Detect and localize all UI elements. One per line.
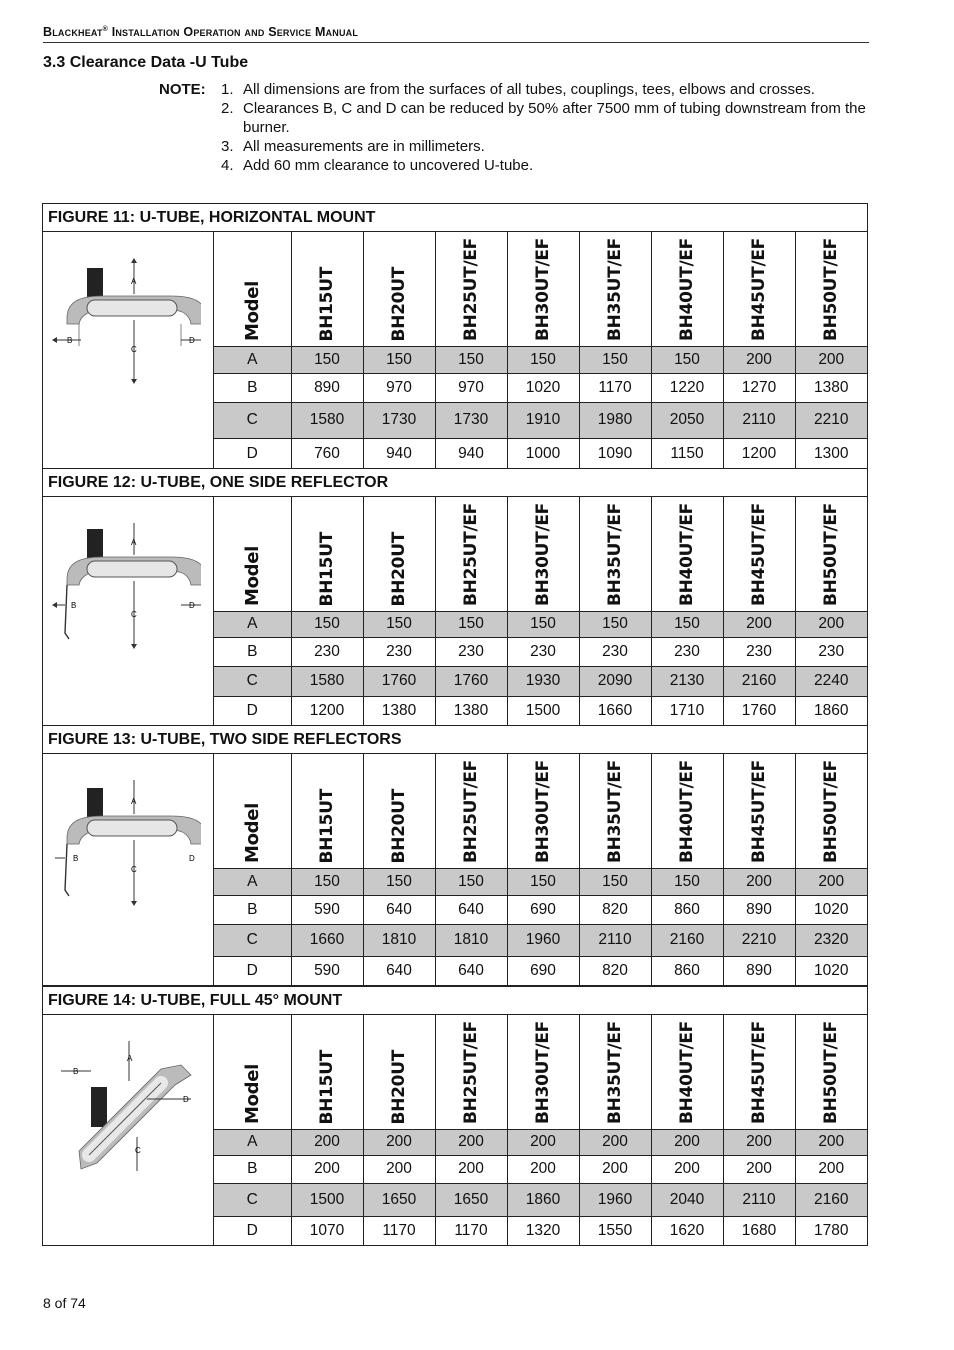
figure-title: FIGURE 11: U-TUBE, HORIZONTAL MOUNT — [43, 204, 867, 232]
table-cell: 150 — [291, 611, 363, 637]
dim-label-c: C — [131, 865, 137, 874]
table-cell: 1810 — [363, 924, 435, 956]
table-cell: 2040 — [651, 1183, 723, 1216]
table-cell: 1300 — [795, 438, 867, 468]
table-cell: 200 — [723, 1155, 795, 1183]
table-row — [214, 1129, 867, 1155]
note-number: 4. — [221, 157, 234, 174]
table-cell: 200 — [507, 1129, 579, 1155]
table-cell: 690 — [507, 895, 579, 924]
page-number: 8 of 74 — [43, 1295, 86, 1311]
table-cell: 1020 — [507, 373, 579, 402]
table-cell: 640 — [363, 956, 435, 985]
table-cell: D — [214, 438, 291, 468]
table-cell: 230 — [363, 637, 435, 666]
table-cell: 150 — [507, 346, 579, 373]
clearance-diagram — [43, 497, 214, 725]
column-header-label: BH20UT — [389, 266, 409, 341]
table-cell: 200 — [579, 1155, 651, 1183]
table-cell: 1620 — [651, 1216, 723, 1245]
dim-label-c: C — [131, 345, 137, 354]
table-cell: 590 — [291, 956, 363, 985]
column-header-label: BH50UT/EF — [821, 503, 842, 606]
table-cell: 150 — [507, 868, 579, 895]
table-cell: 200 — [795, 1129, 867, 1155]
table-cell: 2110 — [723, 402, 795, 438]
column-header-label: BH25UT/EF — [461, 238, 481, 341]
table-cell: 1550 — [579, 1216, 651, 1245]
clearance-table — [214, 232, 867, 468]
note-text: All measurements are in millimeters. — [243, 138, 485, 155]
table-cell: 820 — [579, 895, 651, 924]
table-cell: 1150 — [651, 438, 723, 468]
running-header — [43, 25, 869, 43]
column-header-label: BH15UT — [317, 531, 337, 606]
table-row — [214, 1155, 867, 1183]
table-cell: B — [214, 895, 291, 924]
column-header-label: BH35UT/EF — [605, 760, 625, 863]
table-cell: C — [214, 402, 291, 438]
table-cell: B — [214, 1155, 291, 1183]
figure-13 — [42, 725, 868, 986]
table-cell: 1070 — [291, 1216, 363, 1245]
table-cell: D — [214, 956, 291, 985]
table-cell: 1960 — [579, 1183, 651, 1216]
table-cell: 200 — [363, 1129, 435, 1155]
column-header-label: BH30UT/EF — [533, 503, 553, 606]
table-cell: 230 — [795, 637, 867, 666]
column-header — [651, 232, 723, 346]
table-cell: 200 — [435, 1155, 507, 1183]
table-cell: 150 — [363, 346, 435, 373]
table-cell: 1200 — [723, 438, 795, 468]
table-cell: 150 — [291, 346, 363, 373]
column-header-label: BH45UT/EF — [749, 238, 769, 341]
table-cell: 890 — [291, 373, 363, 402]
table-cell: A — [214, 1129, 291, 1155]
column-header-label: BH40UT/EF — [677, 760, 697, 863]
table-row — [214, 637, 867, 666]
column-header — [579, 1015, 651, 1129]
column-header — [579, 497, 651, 611]
column-header — [651, 497, 723, 611]
table-cell: 200 — [435, 1129, 507, 1155]
table-cell: 1730 — [435, 402, 507, 438]
table-cell: 1760 — [435, 666, 507, 696]
column-header — [507, 232, 579, 346]
table-cell: 1660 — [579, 696, 651, 725]
table-cell: 1780 — [795, 1216, 867, 1245]
table-cell: 150 — [579, 868, 651, 895]
table-cell: 1170 — [579, 373, 651, 402]
column-header-label: Model — [241, 545, 263, 606]
table-cell: 890 — [723, 895, 795, 924]
column-header — [435, 497, 507, 611]
table-cell: 1960 — [507, 924, 579, 956]
section-title: 3.3 Clearance Data -U Tube — [43, 54, 249, 71]
table-cell: 2110 — [579, 924, 651, 956]
table-cell: 2160 — [723, 666, 795, 696]
table-cell: 200 — [795, 346, 867, 373]
table-cell: 1580 — [291, 666, 363, 696]
table-cell: 150 — [435, 346, 507, 373]
table-row — [214, 373, 867, 402]
column-header-label: BH25UT/EF — [461, 1021, 481, 1124]
table-cell: 1650 — [363, 1183, 435, 1216]
column-header — [291, 497, 363, 611]
dim-label-a: A — [131, 797, 137, 806]
table-cell: 200 — [651, 1129, 723, 1155]
clearance-diagram — [43, 232, 214, 468]
table-header-row — [214, 1015, 867, 1129]
column-header — [435, 232, 507, 346]
table-cell: 640 — [435, 895, 507, 924]
table-cell: 970 — [435, 373, 507, 402]
column-header-label: BH25UT/EF — [461, 760, 481, 863]
column-header-label: BH15UT — [317, 1049, 337, 1124]
table-cell: 200 — [579, 1129, 651, 1155]
table-cell: 1660 — [291, 924, 363, 956]
table-cell: 230 — [723, 637, 795, 666]
dim-label-b: B — [67, 336, 73, 345]
column-header-label: BH15UT — [317, 788, 337, 863]
table-cell: 1170 — [363, 1216, 435, 1245]
figure-title: FIGURE 12: U-TUBE, ONE SIDE REFLECTOR — [43, 469, 867, 497]
column-header-label: BH30UT/EF — [533, 760, 553, 863]
table-cell: 1650 — [435, 1183, 507, 1216]
note-item — [221, 80, 881, 99]
column-header — [507, 1015, 579, 1129]
table-cell: C — [214, 666, 291, 696]
table-cell: 1220 — [651, 373, 723, 402]
figure-body — [43, 754, 867, 985]
column-header — [507, 497, 579, 611]
column-header — [435, 754, 507, 868]
table-header-row — [214, 754, 867, 868]
table-cell: A — [214, 868, 291, 895]
table-cell: 640 — [363, 895, 435, 924]
column-header — [363, 1015, 435, 1129]
table-cell: 150 — [579, 611, 651, 637]
column-header — [214, 497, 291, 611]
figure-body — [43, 232, 867, 468]
column-header — [795, 1015, 867, 1129]
figure-body — [43, 1015, 867, 1245]
table-cell: 1760 — [723, 696, 795, 725]
table-row — [214, 438, 867, 468]
table-cell: 2160 — [651, 924, 723, 956]
table-cell: 940 — [435, 438, 507, 468]
table-cell: 2130 — [651, 666, 723, 696]
table-cell: 1580 — [291, 402, 363, 438]
table-cell: 2090 — [579, 666, 651, 696]
column-header — [363, 754, 435, 868]
table-cell: 860 — [651, 956, 723, 985]
table-cell: 150 — [363, 868, 435, 895]
dim-label-a: A — [127, 1054, 133, 1063]
dim-label-d: D — [189, 601, 195, 610]
column-header-label: BH30UT/EF — [533, 238, 553, 341]
table-header-row — [214, 232, 867, 346]
table-cell: 230 — [507, 637, 579, 666]
table-cell: 760 — [291, 438, 363, 468]
note-item — [221, 99, 881, 137]
column-header — [291, 232, 363, 346]
table-cell: 2210 — [795, 402, 867, 438]
table-cell: 200 — [723, 346, 795, 373]
table-cell: 1860 — [795, 696, 867, 725]
brand-name: Blackheat — [43, 25, 103, 39]
note-list — [221, 80, 881, 175]
table-cell: 1200 — [291, 696, 363, 725]
dim-label-c: C — [135, 1146, 141, 1155]
column-header-label: BH35UT/EF — [605, 503, 625, 606]
table-cell: C — [214, 924, 291, 956]
table-cell: 1860 — [507, 1183, 579, 1216]
note-label: NOTE: — [159, 81, 206, 98]
column-header-label: Model — [241, 280, 263, 341]
note-item — [221, 156, 881, 175]
table-cell: 640 — [435, 956, 507, 985]
table-row — [214, 924, 867, 956]
column-header-label: BH40UT/EF — [677, 1021, 697, 1124]
table-cell: 1000 — [507, 438, 579, 468]
table-cell: 200 — [723, 1129, 795, 1155]
table-cell: 2110 — [723, 1183, 795, 1216]
table-cell: 970 — [363, 373, 435, 402]
figure-title: FIGURE 13: U-TUBE, TWO SIDE REFLECTORS — [43, 726, 867, 754]
table-cell: 150 — [651, 868, 723, 895]
column-header-label: Model — [241, 802, 263, 863]
manual-title: Installation Operation and Service Manual — [108, 25, 359, 39]
table-cell: 200 — [795, 868, 867, 895]
dim-label-b: B — [73, 1067, 79, 1076]
column-header — [291, 754, 363, 868]
clearance-diagram — [43, 754, 214, 985]
table-cell: 230 — [435, 637, 507, 666]
column-header-label: BH45UT/EF — [749, 760, 769, 863]
table-cell: 200 — [507, 1155, 579, 1183]
table-cell: 590 — [291, 895, 363, 924]
column-header-label: BH45UT/EF — [749, 503, 769, 606]
column-header-label: BH20UT — [389, 1049, 409, 1124]
column-header-label: BH20UT — [389, 788, 409, 863]
table-cell: 1980 — [579, 402, 651, 438]
table-cell: 860 — [651, 895, 723, 924]
dim-label-d: D — [189, 854, 195, 863]
dim-label-a: A — [131, 538, 137, 547]
table-cell: 150 — [435, 611, 507, 637]
column-header-label: BH20UT — [389, 531, 409, 606]
table-cell: 820 — [579, 956, 651, 985]
table-cell: 1710 — [651, 696, 723, 725]
column-header — [723, 754, 795, 868]
column-header — [214, 1015, 291, 1129]
column-header-label: Model — [241, 1063, 263, 1124]
table-cell: D — [214, 1216, 291, 1245]
table-row — [214, 895, 867, 924]
column-header-label: BH15UT — [317, 266, 337, 341]
table-cell: 200 — [795, 1155, 867, 1183]
table-cell: A — [214, 611, 291, 637]
table-cell: 1500 — [291, 1183, 363, 1216]
table-cell: 200 — [291, 1129, 363, 1155]
column-header-label: BH30UT/EF — [533, 1021, 553, 1124]
column-header-label: BH50UT/EF — [821, 238, 842, 341]
clearance-table — [214, 754, 867, 985]
table-row — [214, 402, 867, 438]
table-cell: 1910 — [507, 402, 579, 438]
table-cell: B — [214, 637, 291, 666]
column-header — [579, 754, 651, 868]
table-cell: 230 — [291, 637, 363, 666]
table-cell: B — [214, 373, 291, 402]
registered-mark: ® — [102, 25, 109, 33]
table-cell: 1680 — [723, 1216, 795, 1245]
column-header-label: BH35UT/EF — [605, 1021, 625, 1124]
table-cell: 1270 — [723, 373, 795, 402]
table-cell: 200 — [723, 868, 795, 895]
column-header — [723, 1015, 795, 1129]
table-row — [214, 611, 867, 637]
column-header — [214, 754, 291, 868]
table-cell: 1810 — [435, 924, 507, 956]
table-row — [214, 956, 867, 985]
column-header — [651, 754, 723, 868]
table-cell: 1380 — [435, 696, 507, 725]
table-cell: 1020 — [795, 956, 867, 985]
table-cell: 200 — [651, 1155, 723, 1183]
column-header-label: BH35UT/EF — [605, 238, 625, 341]
column-header-label: BH45UT/EF — [749, 1021, 769, 1124]
table-cell: 150 — [579, 346, 651, 373]
table-cell: 1730 — [363, 402, 435, 438]
note-text: Clearances B, C and D can be reduced by 50% after 7500 mm of tubing downstream from the burner. — [243, 100, 866, 136]
table-cell: 200 — [723, 611, 795, 637]
table-cell: 890 — [723, 956, 795, 985]
table-cell: 200 — [363, 1155, 435, 1183]
note-text: Add 60 mm clearance to uncovered U-tube. — [243, 157, 534, 174]
figure-14 — [42, 986, 868, 1246]
table-row — [214, 1216, 867, 1245]
column-header-label: BH50UT/EF — [821, 760, 842, 863]
table-cell: 2320 — [795, 924, 867, 956]
note-item — [221, 137, 881, 156]
table-cell: 1500 — [507, 696, 579, 725]
clearance-table — [214, 1015, 867, 1245]
dim-label-c: C — [131, 610, 137, 619]
table-cell: 2240 — [795, 666, 867, 696]
column-header — [795, 754, 867, 868]
table-cell: 690 — [507, 956, 579, 985]
column-header — [723, 232, 795, 346]
table-row — [214, 346, 867, 373]
table-cell: 1090 — [579, 438, 651, 468]
table-cell: 150 — [651, 346, 723, 373]
table-header-row — [214, 497, 867, 611]
column-header — [651, 1015, 723, 1129]
column-header — [363, 232, 435, 346]
table-cell: 150 — [291, 868, 363, 895]
table-cell: 1380 — [363, 696, 435, 725]
column-header-label: BH40UT/EF — [677, 238, 697, 341]
table-cell: 2050 — [651, 402, 723, 438]
figure-12 — [42, 468, 868, 726]
note-number: 1. — [221, 81, 234, 98]
dim-label-d: D — [183, 1095, 189, 1104]
clearance-diagram — [43, 1015, 214, 1245]
figure-11 — [42, 203, 868, 469]
table-cell: 940 — [363, 438, 435, 468]
note-number: 3. — [221, 138, 234, 155]
table-cell: 1380 — [795, 373, 867, 402]
table-cell: A — [214, 346, 291, 373]
column-header — [291, 1015, 363, 1129]
table-cell: 150 — [363, 611, 435, 637]
column-header-label: BH25UT/EF — [461, 503, 481, 606]
dim-label-a: A — [131, 277, 137, 286]
table-cell: 230 — [651, 637, 723, 666]
table-row — [214, 696, 867, 725]
table-cell: 1170 — [435, 1216, 507, 1245]
note-text: All dimensions are from the surfaces of all tubes, couplings, tees, elbows and crosses. — [243, 81, 815, 98]
column-header — [795, 232, 867, 346]
column-header-label: BH50UT/EF — [821, 1021, 842, 1124]
table-cell: 200 — [795, 611, 867, 637]
clearance-table — [214, 497, 867, 725]
figure-title: FIGURE 14: U-TUBE, FULL 45° MOUNT — [43, 987, 867, 1015]
dim-label-b: B — [71, 601, 77, 610]
table-cell: 230 — [579, 637, 651, 666]
table-cell: 1930 — [507, 666, 579, 696]
table-cell: 200 — [291, 1155, 363, 1183]
table-cell: 2160 — [795, 1183, 867, 1216]
dim-label-d: D — [189, 336, 195, 345]
column-header — [795, 497, 867, 611]
column-header-label: BH40UT/EF — [677, 503, 697, 606]
column-header — [507, 754, 579, 868]
column-header — [723, 497, 795, 611]
table-cell: 1320 — [507, 1216, 579, 1245]
table-cell: 150 — [435, 868, 507, 895]
column-header — [435, 1015, 507, 1129]
table-cell: 150 — [651, 611, 723, 637]
table-cell: C — [214, 1183, 291, 1216]
figure-body — [43, 497, 867, 725]
table-cell: 1760 — [363, 666, 435, 696]
table-row — [214, 666, 867, 696]
dim-label-b: B — [73, 854, 79, 863]
table-cell: D — [214, 696, 291, 725]
table-cell: 150 — [507, 611, 579, 637]
table-row — [214, 1183, 867, 1216]
column-header — [214, 232, 291, 346]
table-cell: 1020 — [795, 895, 867, 924]
note-number: 2. — [221, 100, 234, 117]
table-row — [214, 868, 867, 895]
column-header — [363, 497, 435, 611]
table-cell: 2210 — [723, 924, 795, 956]
column-header — [579, 232, 651, 346]
